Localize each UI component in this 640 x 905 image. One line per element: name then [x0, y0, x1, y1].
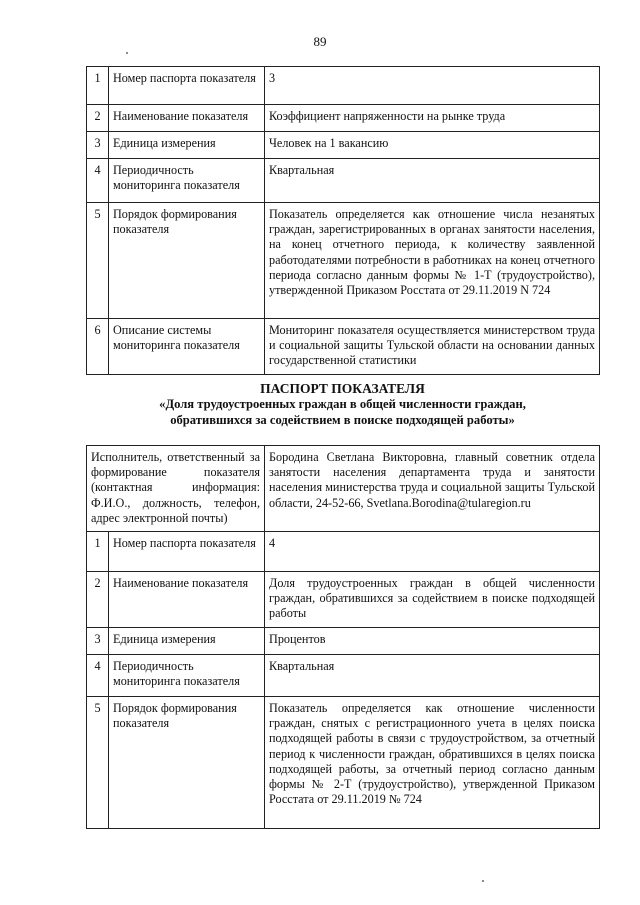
row-value: Квартальная: [265, 159, 600, 203]
scan-speck: [126, 52, 128, 54]
row-number: 3: [87, 628, 109, 655]
executor-label: Исполнитель, ответственный за формирование показателя (контактная информация: Ф.И.О., должность, телефон, адрес электронной почты): [87, 446, 265, 532]
row-label: Единица измерения: [109, 628, 265, 655]
row-value: Человек на 1 вакансию: [265, 132, 600, 159]
scan-speck: [482, 880, 484, 882]
row-number: 5: [87, 203, 109, 319]
passport-subtitle-line-1: «Доля трудоустроенных граждан в общей численности граждан,: [159, 397, 526, 411]
row-label: Периодичность мониторинга показателя: [109, 159, 265, 203]
indicator-passport-table-4: [86, 445, 600, 829]
page-number: 89: [313, 34, 327, 49]
executor-value: Бородина Светлана Викторовна, главный советник отдела занятости населения департамента труда и занятости населения министерства труда и социальной защиты Тульской области, 24-52-66, Svetlana.Borodina@tularegion.ru: [265, 446, 600, 532]
table-row: [87, 628, 600, 655]
row-value: 3: [265, 67, 600, 105]
row-label: Периодичность мониторинга показателя: [109, 655, 265, 697]
passport-title: ПАСПОРТ ПОКАЗАТЕЛЯ: [260, 381, 425, 396]
row-label: Наименование показателя: [109, 105, 265, 132]
row-number: 2: [87, 572, 109, 628]
row-number: 2: [87, 105, 109, 132]
table-row: [87, 203, 600, 319]
row-value: Показатель определяется как отношение числа незанятых граждан, зарегистрированных в органах занятости населения, на конец отчетного периода, к количеству заявленной работодателями потребности в работниках на конец отчетного периода согласно данным формы № 1-Т (трудоустройство), утвержденной Приказом Росстата от 29.11.2019 N 724: [265, 203, 600, 319]
table-row: [87, 159, 600, 203]
row-label: Порядок формирования показателя: [109, 203, 265, 319]
row-number: 4: [87, 159, 109, 203]
executor-row: [87, 446, 600, 532]
row-label: Номер паспорта показателя: [109, 532, 265, 572]
table-row: [87, 67, 600, 105]
row-label: Наименование показателя: [109, 572, 265, 628]
row-value: Процентов: [265, 628, 600, 655]
table-row: [87, 132, 600, 159]
table-row: [87, 697, 600, 829]
table-row: [87, 572, 600, 628]
table-row: [87, 655, 600, 697]
row-value: Доля трудоустроенных граждан в общей численности граждан, обратившихся за содействием в поиске подходящей работы: [265, 572, 600, 628]
row-number: 3: [87, 132, 109, 159]
row-label: Описание системы мониторинга показателя: [109, 319, 265, 375]
row-label: Единица измерения: [109, 132, 265, 159]
row-number: 4: [87, 655, 109, 697]
table-row: [87, 532, 600, 572]
row-label: Номер паспорта показателя: [109, 67, 265, 105]
row-value: Коэффициент напряженности на рынке труда: [265, 105, 600, 132]
row-number: 5: [87, 697, 109, 829]
row-value: Показатель определяется как отношение численности граждан, снятых с регистрационного учета в целях поиска подходящей работы в связи с трудоустройством, за отчетный период к численности граждан, обратившихся в целях поиска подходящей работы, за отчетный период согласно данным формы № 2-Т (трудоустройство), утвержденной Приказом Росстата от 29.11.2019 № 724: [265, 697, 600, 829]
row-number: 1: [87, 67, 109, 105]
indicator-passport-table-3: [86, 66, 600, 375]
row-number: 6: [87, 319, 109, 375]
passport-subtitle-line-2: обратившихся за содействием в поиске подходящей работы»: [170, 413, 515, 427]
row-value: 4: [265, 532, 600, 572]
table-row: [87, 319, 600, 375]
row-label: Порядок формирования показателя: [109, 697, 265, 829]
row-number: 1: [87, 532, 109, 572]
row-value: Мониторинг показателя осуществляется министерством труда и социальной защиты Тульской области на основании данных государственной статистики: [265, 319, 600, 375]
row-value: Квартальная: [265, 655, 600, 697]
table-row: [87, 105, 600, 132]
